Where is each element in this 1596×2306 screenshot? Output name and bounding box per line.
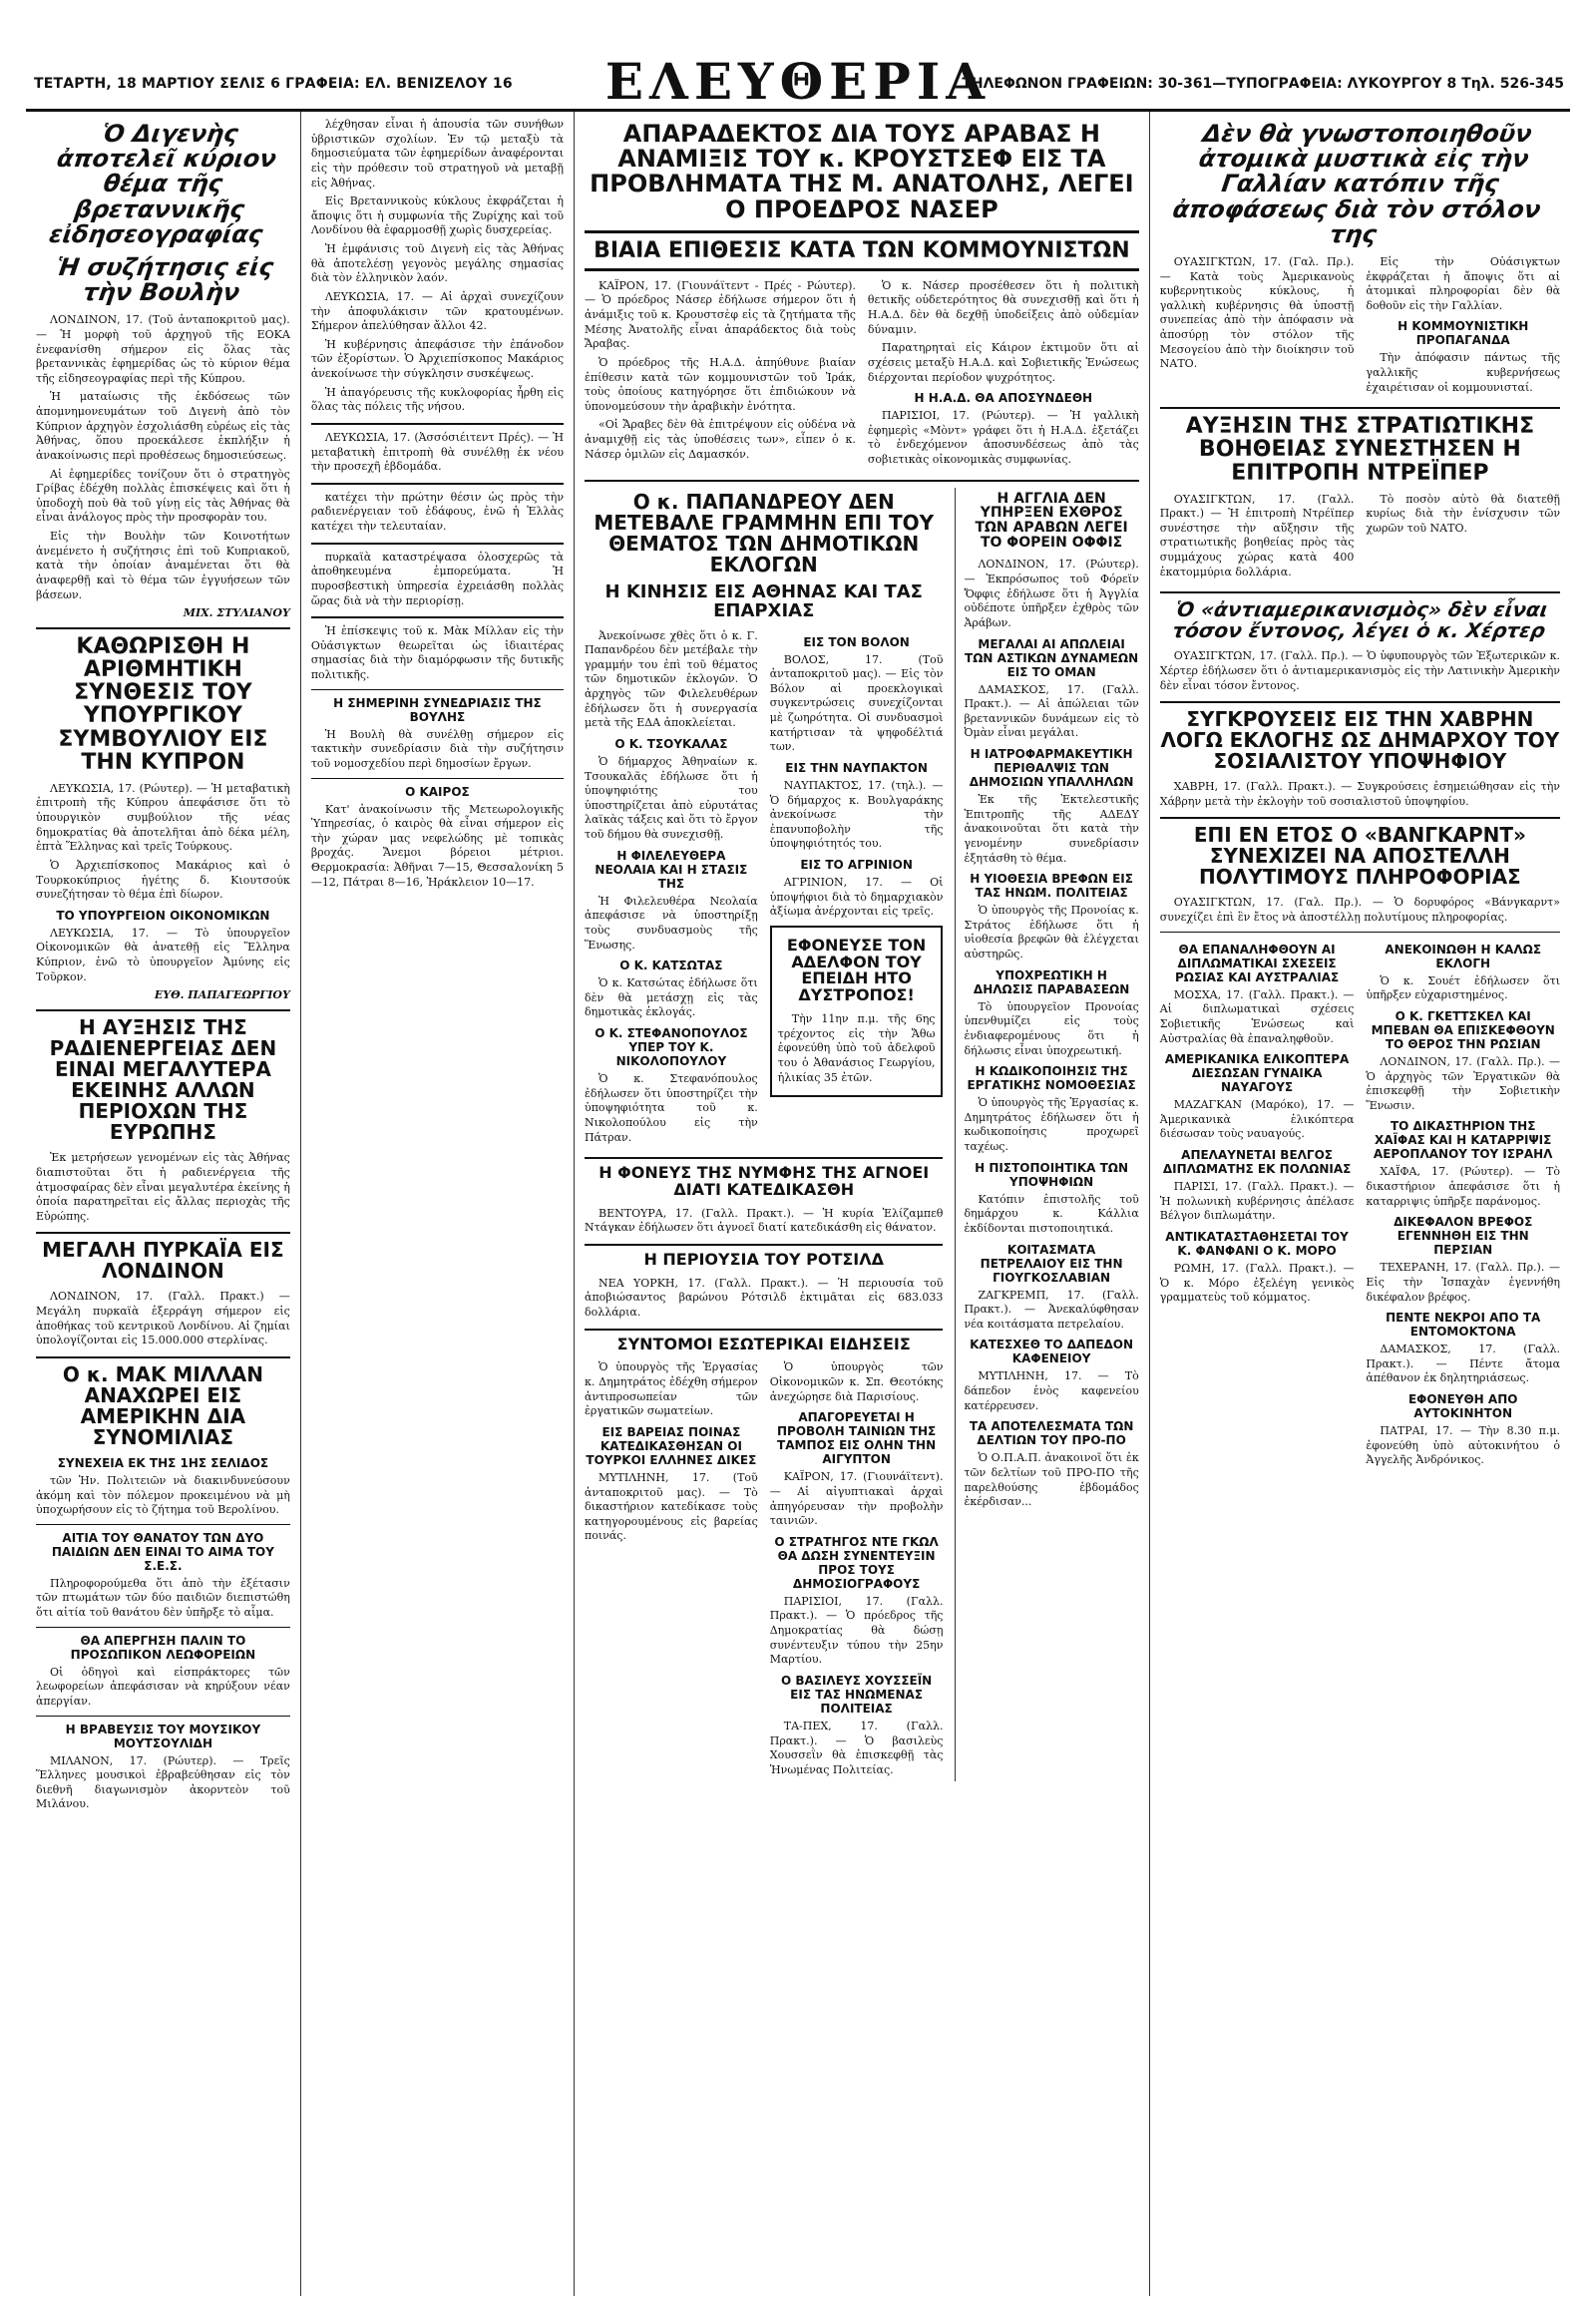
subheading: ΕΙΣ ΤΗΝ ΝΑΥΠΑΚΤΟΝ — [785, 760, 928, 775]
subheading: ΤΟ ΥΠΟΥΡΓΕΙΟΝ ΟΙΚΟΝΟΜΙΚΩΝ — [56, 908, 270, 923]
text-column — [1366, 255, 1560, 399]
article-paragraph: Ὁ κ. Νάσερ προσέθεσεν ὅτι ἡ πολιτικὴ θετικῆς οὐδετερότητος θὰ συνεχισθῇ καὶ ὅτι ἡ Η.Α.Δ. δὲν θὰ δεχθῇ ὑποδείξεις ἀπὸ οὐδεμίαν δύναμιν. — [867, 278, 1139, 336]
divider — [1160, 407, 1560, 409]
subheading: ΚΟΙΤΑΣΜΑΤΑ ΠΕΤΡΕΛΑΙΟΥ ΕΙΣ ΤΗΝ ΓΙΟΥΓΚΟΣΛΑΒΙΑΝ — [980, 1242, 1123, 1285]
subheading: Ο ΒΑΣΙΛΕΥΣ ΧΟΥΣΣΕΪΝ ΕΙΣ ΤΑΣ ΗΝΩΜΕΝΑΣ ΠΟΛΙΤΕΙΑΣ — [780, 1673, 933, 1716]
article-paragraph: Ἡ ἐμφάνισις τοῦ Διγενὴ εἰς τὰς Ἀθήνας θὰ ἀποτελέσῃ γεγονὸς μεγάλης σημασίας διὰ τὸν ἑλληνικὸν λαόν. — [310, 242, 565, 285]
headline-bride-murder: Η ΦΟΝΕΥΣ ΤΗΣ ΝΥΜΦΗΣ ΤΗΣ ΑΓΝΟΕΙ ΔΙΑΤΙ ΚΑΤΕΔΙΚΑΣΘΗ — [598, 1163, 930, 1199]
headline-macmillan: Ο κ. ΜΑΚ ΜΙΛΛΑΝ ΑΝΑΧΩΡΕΙ ΕΙΣ ΑΜΕΡΙΚΗΝ ΔΙΑ ΣΥΝΟΜΙΛΙΑΣ — [62, 1361, 263, 1449]
two-column-text — [585, 629, 943, 1150]
article-paragraph: ΠΑΡΙΣΙΟΙ, 17. (Ρώυτερ). — Ἡ γαλλικὴ ἐφημερὶς «Μὸντ» γράφει ὅτι ἡ Η.Α.Δ. ἐξετάζει τὸ ἐνδεχόμενον ἀποσυνδέσεως ἀπὸ τὰς σοβιετικὰς οἰκονομικὰς συμφωνίας. — [867, 409, 1139, 467]
text-column — [1366, 937, 1560, 1472]
two-column-text — [1160, 493, 1560, 584]
byline: ΕΥΘ. ΠΑΠΑΓΕΩΡΓΙΟΥ — [154, 988, 290, 1002]
article-paragraph: ΒΟΛΟΣ, 17. (Τοῦ ἀνταποκριτοῦ μας). — Εἰς τὸν Βόλον αἱ προεκλογικαὶ συγκεντρώσεις συνεχίζονται μὲ ζωηρότητα. Οἱ συνδυασμοὶ κατήρτισαν τὰ ψηφοδέλτιά των. — [769, 652, 944, 754]
two-column-text — [585, 1360, 943, 1781]
subheading: Ο Κ. ΚΑΤΣΩΤΑΣ — [619, 959, 723, 973]
subheading: ΚΑΤΕΣΧΕΘ ΤΟ ΔΑΠΕΔΟΝ ΚΑΦΕΝΕΙΟΥ — [970, 1338, 1134, 1366]
subheading: ΜΕΓΑΛΑΙ ΑΙ ΑΠΩΛΕΙΑΙ ΤΩΝ ΑΣΤΙΚΩΝ ΔΥΝΑΜΕΩΝ ΕΙΣ ΤΟ ΟΜΑΝ — [965, 636, 1139, 679]
subheading: ΑΜΕΡΙΚΑΝΙΚΑ ΕΛΙΚΟΠΤΕΡΑ ΔΙΕΣΩΣΑΝ ΓΥΝΑΙΚΑ ΝΑΥΑΓΟΥΣ — [1164, 1052, 1350, 1095]
article-paragraph: ΜΙΛΑΝΟΝ, 17. (Ρώυτερ). — Τρεῖς Ἕλληνες μουσικοὶ ἐβραβεύθησαν εἰς τὸν διεθνῆ διαγωνισμὸν ἀκορντεὸν τοῦ Μιλάνου. — [36, 1753, 290, 1811]
article-paragraph: ΜΥΤΙΛΗΝΗ, 17. (Τοῦ ἀνταποκριτοῦ μας). — Τὸ δικαστήριον κατεδίκασε τοὺς κατηγορουμένους εἰς βαρείας ποινάς. — [585, 1470, 758, 1543]
article-paragraph: ΟΥΑΣΙΓΚΤΩΝ, 17. (Γαλλ. Πρ.). — Ὁ ὑφυπουργὸς τῶν Ἐξωτερικῶν κ. Χέρτερ ἐδήλωσεν ὅτι ὁ ἀντιαμερικανισμὸς εἰς τὴν Λατινικὴν Ἀμερικὴν δὲν εἶναι τόσον ἔντονος. — [1159, 649, 1560, 692]
headline-radioactivity: Η ΑΥΞΗΣΙΣ ΤΗΣ ΡΑΔΙΕΝΕΡΓΕΙΑΣ ΔΕΝ ΕΙΝΑΙ ΜΕΓΑΛΥΤΕΡΑ ΕΚΕΙΝΗΣ ΑΛΛΩΝ ΠΕΡΙΟΧΩΝ ΤΗΣ ΕΥΡΩΠΗΣ — [49, 1015, 277, 1145]
headline-england-arabs: Η ΑΓΓΛΙΑ ΔΕΝ ΥΠΗΡΞΕΝ ΕΧΘΡΟΣ ΤΩΝ ΑΡΑΒΩΝ ΛΕΓΕΙ ΤΟ ΦΟΡΕΙΝ ΟΦΦΙΣ — [975, 490, 1128, 551]
article-paragraph: Τὸ ὑπουργεῖον Προνοίας ὑπενθυμίζει εἰς τοὺς ἐνδιαφερομένους ὅτι ἡ δήλωσις εἶναι ὑποχρεωτική. — [964, 999, 1139, 1057]
divider — [311, 423, 564, 425]
divider — [311, 543, 564, 545]
headline-havre: ΣΥΓΚΡΟΥΣΕΙΣ ΕΙΣ ΤΗΝ ΧΑΒΡΗΝ ΛΟΓΩ ΕΚΛΟΓΗΣ ΩΣ ΔΗΜΑΡΧΟΥ ΤΟΥ ΣΟΣΙΑΛΙΣΤΟΥ ΥΠΟΨΗΦΙΟΥ — [1160, 707, 1560, 774]
article-paragraph: ΧΑΒΡΗ, 17. (Γαλλ. Πρακτ.). — Συγκρούσεις ἐσημειώθησαν εἰς τὴν Χάβρην μετὰ τὴν ἐκλογὴν τοῦ σοσιαλιστοῦ ὑποψηφίου. — [1159, 780, 1560, 808]
divider — [585, 1157, 943, 1159]
article-paragraph: Ὁ ὑπουργὸς τῆς Ἐργασίας κ. Δημητράτος ἐδέχθη σήμερον ἀντιπροσωπείαν τῶν ἐργατικῶν σωματείων. — [585, 1360, 758, 1418]
article-paragraph: ΒΕΝΤΟΥΡΑ, 17. (Γαλλ. Πρακτ.). — Ἡ κυρία Ἐλίζαμπεθ Ντάγκαν ἐδήλωσεν ὅτι ἀγνοεῖ διατί κατεδικάσθη εἰς θάνατον. — [585, 1206, 944, 1235]
divider — [311, 778, 564, 779]
subheading: Η ΠΙΣΤΟΠΟΙΗΤΙΚΑ ΤΩΝ ΥΠΟΨΗΦΙΩΝ — [975, 1160, 1129, 1189]
weather-paragraph: Κατ' ἀνακοίνωσιν τῆς Μετεωρολογικῆς Ὑπηρεσίας, ὁ καιρὸς θὰ εἶναι σήμερον εἰς τὴν χώραν μας νεφελώδης μὲ τοπικὰς βροχάς. Ἄνεμοι βόρειοι μέτριοι. Θερμοκρασία: Ἀθῆναι 7—15, Θεσσαλονίκη 5—12, Πάτραι 8—16, Ἡράκλειον 10—17. — [310, 802, 565, 889]
article-paragraph: Τὴν 11ην π.μ. τῆς 6ης τρέχοντος εἰς τὴν Ἄθω ἐφονεύθη ὑπὸ τοῦ ἀδελφοῦ του ὁ Ἀθανάσιος Γεωργίου, ἡλικίας 35 ἐτῶν. — [777, 1012, 936, 1084]
article-paragraph: ΛΕΥΚΩΣΙΑ, 17. — Τὸ ὑπουργεῖον Οἰκονομικῶν θὰ ἀνατεθῇ εἰς Ἕλληνα Κύπριον, ἐνῶ τὸ ὑπουργεῖον Ἀμύνης εἰς Τοῦρκον. — [36, 926, 290, 983]
article-paragraph: ΠΑΡΙΣΙ, 17. (Γαλλ. Πρακτ.). — Ἡ πολωνικὴ κυβέρνησις ἀπέλασε Βέλγον διπλωμάτην. — [1159, 1180, 1355, 1223]
divider — [36, 1232, 290, 1234]
article-paragraph: ΜΥΤΙΛΗΝΗ, 17. — Τὸ δάπεδον ἑνὸς καφενείου κατέρρευσεν. — [964, 1369, 1139, 1412]
column-1 — [26, 112, 301, 2296]
article-paragraph: ΟΥΑΣΙΓΚΤΩΝ, 17. (Γαλλ. Πρακτ.) — Ἡ ἐπιτροπὴ Ντρέϊπερ συνέστησε τὴν αὔξησιν τῆς στρατιωτικῆς βοηθείας πρὸς τὰς συμμάχους χώρας κατὰ 400 ἑκατομμύρια δολλάρια. — [1159, 492, 1355, 578]
article-paragraph: Ἐκ τῆς Ἐκτελεστικῆς Ἐπιτροπῆς τῆς ΑΔΕΔΥ ἀνακοινοῦται ὅτι κατὰ τὴν γενομένην συνεδρίασιν ἐξητάσθη τὸ θέμα. — [964, 793, 1139, 865]
article-paragraph: κατέχει τὴν πρώτην θέσιν ὡς πρὸς τὴν ραδιενέργειαν τοῦ ἐδάφους, ἐνῶ ἡ Ἑλλὰς κατέχει τὴν τελευταίαν. — [310, 490, 565, 533]
column-2 — [301, 112, 575, 2296]
article-paragraph: Ὁ ὑπουργὸς τῆς Προνοίας κ. Στράτος ἐδήλωσε ὅτι ἡ υἱοθεσία βρεφῶν θὰ ἐλέγχεται αὐστηρῶς. — [964, 904, 1139, 961]
article-paragraph: ΜΑΖΑΓΚΑΝ (Μαρόκο), 17. — Ἀμερικανικὰ ἑλικόπτερα διέσωσαν τοὺς ναυαγούς. — [1159, 1098, 1355, 1141]
article-paragraph: ΔΑΜΑΣΚΟΣ, 17. (Γαλλ. Πρακτ.). — Πέντε ἄτομα ἀπέθανον ἐκ δηλητηριάσεως. — [1366, 1343, 1561, 1385]
subheadline-athens-provinces: Η ΚΙΝΗΣΙΣ ΕΙΣ ΑΘΗΝΑΣ ΚΑΙ ΤΑΣ ΕΠΑΡΧΙΑΣ — [604, 580, 923, 621]
divider — [585, 1329, 943, 1331]
article-paragraph: ΝΕΑ ΥΟΡΚΗ, 17. (Γαλλ. Πρακτ.). — Ἡ περιουσία τοῦ ἀποβιώσαντος βαρώνου Ρότσιλδ ἐκτιμᾶται εἰς 683.033 δολλάρια. — [585, 1276, 944, 1320]
divider — [36, 1627, 290, 1628]
article-paragraph: Ἡ ἐπίσκεψις τοῦ κ. Μὰκ Μίλλαν εἰς τὴν Οὐάσιγκτων θεωρεῖται ὡς ἰδιαιτέρας σημασίας διὰ τὴν διαμόρφωσιν τῆς δυτικῆς πολιτικῆς. — [310, 624, 565, 681]
subheading: Ο ΚΑΙΡΟΣ — [405, 784, 470, 799]
divider — [1160, 817, 1560, 819]
article-paragraph: Τὴν ἀπόφασιν πάντως τῆς γαλλικῆς κυβερνήσεως ἐχαιρέτισαν οἱ κομμουνισταί. — [1366, 351, 1561, 394]
subheading: ΑΝΕΚΟΙΝΩΘΗ Η ΚΑΛΩΣ ΕΚΛΟΓΗ — [1385, 942, 1542, 970]
headline-vanguard: ΕΠΙ ΕΝ ΕΤΟΣ Ο «ΒΑΝΓΚΑΡΝΤ» ΣΥΝΕΧΙΖΕΙ ΝΑ ΑΠΟΣΤΕΛΛΗ ΠΟΛΥΤΙΜΟΥΣ ΠΛΗΡΟΦΟΡΙΑΣ — [1193, 823, 1526, 890]
headline-digenis: Ὁ Διγενὴς ἀποτελεῖ κύριον θέμα τῆς βρεταννικῆς εἰδησεογραφίας — [47, 120, 278, 248]
article-paragraph: ΛΕΥΚΩΣΙΑ, 17. (Ἀσσόσιέιτεντ Πρές). — Ἡ μεταβατικὴ ἐπιτροπὴ θὰ συνέλθῃ ἐκ νέου τὴν προσεχῆ ἑβδομάδα. — [310, 430, 565, 474]
article-paragraph: Εἰς Βρεταννικοὺς κύκλους ἐκφράζεται ἡ ἄποψις ὅτι ἡ συμφωνία τῆς Ζυρίχης καὶ τοῦ Λονδίνου θὰ ἐφαρμοσθῇ χωρὶς δυσχερείας. — [310, 194, 565, 237]
text-column — [770, 1360, 944, 1781]
headline-cyprus-cabinet: ΚΑΘΩΡΙΣΘΗ Η ΑΡΙΘΜΗΤΙΚΗ ΣΥΝΘΕΣΙΣ ΤΟΥ ΥΠΟΥΡΓΙΚΟΥ ΣΥΜΒΟΥΛΙΟΥ ΕΙΣ ΤΗΝ ΚΥΠΡΟΝ — [58, 634, 268, 775]
subheading: Η ΦΙΛΕΛΕΥΘΕΡΑ ΝΕΟΛΑΙΑ ΚΑΙ Η ΣΤΑΣΙΣ ΤΗΣ — [595, 848, 748, 891]
article-paragraph: ΛΟΝΔΙΝΟΝ, 17. (Ρώυτερ). — Ἐκπρόσωπος τοῦ Φόρεϊν Ὄφφις ἐδήλωσε ὅτι ἡ Ἀγγλία οὐδέποτε ὑπῆρξεν ἐχθρὸς τῶν Ἀράβων. — [964, 558, 1139, 629]
article-paragraph: ΔΑΜΑΣΚΟΣ, 17. (Γαλλ. Πρακτ.). — Αἱ ἀπώλειαι τῶν βρεταννικῶν δυνάμεων εἰς τὸ Ὀμὰν εἶναι μεγάλαι. — [964, 682, 1139, 740]
masthead-phone-line: ΤΗΛΕΦΩΝΟΝ ΓΡΑΦΕΙΩΝ: 30-361—ΤΥΠΟΓΡΑΦΕΙΑ: ΛΥΚΟΥΡΓΟΥ 8 Τηλ. 526-345 — [962, 76, 1564, 92]
article-paragraph: πυρκαϊὰ καταστρέψασα ὁλοσχερῶς τὰ ἀποθηκευμένα ἐμπορεύματα. Ἡ πυροσβεστικὴ ὑπηρεσία ἐχρειάσθη πολλὰς ὥρας διὰ νὰ τὴν περιορίσῃ. — [310, 550, 565, 607]
subheading: ΤΑ ΑΠΟΤΕΛΕΣΜΑΤΑ ΤΩΝ ΔΕΛΤΙΩΝ ΤΟΥ ΠΡΟ-ΠΟ — [969, 1419, 1134, 1448]
subheading: ΑΠΑΓΟΡΕΥΕΤΑΙ Η ΠΡΟΒΟΛΗ ΤΑΙΝΙΩΝ ΤΗΣ ΤΑΜΠΟΣ ΕΙΣ ΟΛΗΝ ΤΗΝ ΑΙΓΥΠΤΟΝ — [777, 1410, 937, 1467]
headline-london-fire: ΜΕΓΑΛΗ ΠΥΡΚΑΪΑ ΕΙΣ ΛΟΝΔΙΝΟΝ — [42, 1238, 284, 1284]
article-paragraph: ΚΑΪΡΟΝ, 17. (Γιουνάϊτεντ). — Αἱ αἰγυπτιακαὶ ἀρχαὶ ἀπηγόρευσαν τὴν προβολὴν ταινιῶν. — [769, 1470, 944, 1528]
article-paragraph: ΛΟΝΔΙΝΟΝ, 17. (Τοῦ ἀνταποκριτοῦ μας). — Ἡ μορφὴ τοῦ ἀρχηγοῦ τῆς ΕΟΚΑ ἐνεφανίσθη σήμερον εἰς ὅλας τὰς βρεταννικὰς ἐφημερίδας ὡς τὸ κύριον θέμα τῆς εἰδησεογραφίας περὶ τῆς Κύπρου. — [36, 313, 290, 385]
center-block — [575, 112, 1150, 2296]
divider — [311, 689, 564, 690]
article-paragraph: Πληροφορούμεθα ὅτι ἀπὸ τὴν ἐξέτασιν τῶν πτωμάτων τῶν δύο παιδιῶν διεπιστώθη ὅτι αἰτία τοῦ θανάτου δὲν ὑπῆρξε τὸ αἷμα. — [36, 1576, 290, 1619]
text-column — [1160, 937, 1355, 1472]
article-paragraph: Ὁ δήμαρχος Ἀθηναίων κ. Τσουκαλᾶς ἐδήλωσε ὅτι ἡ ὑποψηφιότης του ὑποστηρίζεται ἀπὸ εὐρυτάτας λαϊκὰς τάξεις καὶ ὅτι τὸ ἔργον τοῦ δήμου θὰ συνεχισθῇ. — [585, 754, 758, 841]
article-paragraph: Ὁ κ. Κατσώτας ἐδήλωσε ὅτι δὲν θὰ μετάσχῃ εἰς τὰς δημοτικὰς ἐκλογάς. — [585, 976, 758, 1019]
text-column — [585, 279, 856, 472]
article-paragraph: Τὸ ποσὸν αὐτὸ θὰ διατεθῇ κυρίως διὰ τὴν ἐνίσχυσιν τῶν χωρῶν τοῦ ΝΑΤΟ. — [1366, 492, 1561, 535]
subheading: ΕΦΟΝΕΥΘΗ ΑΠΟ ΑΥΤΟΚΙΝΗΤΟΝ — [1407, 1392, 1518, 1421]
article-paragraph: Ὁ κ. Σουέτ ἐδήλωσεν ὅτι ὑπῆρξεν εὐχαριστημένος. — [1366, 973, 1561, 1002]
article-paragraph: ΠΑΤΡΑΙ, 17. — Τὴν 8.30 π.μ. ἐφονεύθη ὑπὸ αὐτοκινήτου ὁ Ἀγγελῆς Ἀνδρόνικος. — [1366, 1424, 1561, 1467]
masthead — [26, 12, 1570, 112]
subheading: Ο Κ. ΓΚΕΤΤΣΚΕΛ ΚΑΙ ΜΠΕΒΑΝ ΘΑ ΕΠΙΣΚΕΦΘΟΥΝ ΤΟ ΘΕΡΟΣ ΤΗΝ ΡΩΣΙΑΝ — [1371, 1008, 1555, 1051]
divider — [585, 480, 1139, 482]
article-paragraph: ΤΕΧΕΡΑΝΗ, 17. (Γαλλ. Πρ.). — Εἰς τὴν Ἰσπαχὰν ἐγεννήθη δικέφαλον βρέφος. — [1366, 1261, 1561, 1304]
two-column-text — [585, 279, 1139, 472]
divider — [311, 483, 564, 485]
subheading: Η ΥΙΟΘΕΣΙΑ ΒΡΕΦΩΝ ΕΙΣ ΤΑΣ ΗΝΩΜ. ΠΟΛΙΤΕΙΑΣ — [970, 872, 1133, 901]
subheading: ΕΙΣ ΤΟ ΑΓΡΙΝΙΟΝ — [800, 858, 913, 872]
article-paragraph: ΚΑΪΡΟΝ, 17. (Γιουνάϊτεντ - Πρές - Ρώυτερ). — Ὁ πρόεδρος Νάσερ ἐδήλωσε σήμερον ὅτι ἡ ἀνάμιξις τοῦ κ. Κρουστσὲφ εἰς τὰ ζητήματα τῆς Μέσης Ἀνατολῆς εἶναι ἀπαράδεκτος διὰ τοὺς Ἄραβας. — [585, 278, 856, 351]
divider — [311, 616, 564, 618]
headline-atomic-secrets: Δὲν θὰ γνωστοποιηθοῦν ἀτομικὰ μυστικὰ εἰς τὴν Γαλλίαν κατόπιν τῆς ἀποφάσεως διὰ τὸν στόλον της — [1170, 120, 1543, 248]
subheadline-communists: ΒΙΑΙΑ ΕΠΙΘΕΣΙΣ ΚΑΤΑ ΤΩΝ ΚΟΜΜΟΥΝΙΣΤΩΝ — [585, 230, 1139, 271]
article-paragraph: Κατόπιν ἐπιστολῆς τοῦ δημάρχου κ. Κάλλια ἐκδίδονται πιστοποιητικά. — [964, 1192, 1139, 1235]
text-column — [770, 629, 944, 1150]
article-paragraph: ΝΑΥΠΑΚΤΟΣ, 17. (τηλ.). — Ὁ δήμαρχος κ. Βουλγαράκης ἀνεκοίνωσε τὴν ἐπανυποβολὴν τῆς ὑποψηφιότητός του. — [769, 778, 944, 851]
article-paragraph: Εἰς τὴν Οὐάσιγκτων ἐκφράζεται ἡ ἄποψις ὅτι αἱ ἀτομικαὶ πληροφορίαι δὲν θὰ δοθοῦν εἰς τὴν Γαλλίαν. — [1366, 254, 1561, 312]
article-paragraph: Ὁ Ο.Π.Α.Π. ἀνακοινοῖ ὅτι ἐκ τῶν δελτίων τοῦ ΠΡΟ-ΠΟ τῆς παρελθούσης ἑβδομάδος ἐκέρδισαν... — [964, 1451, 1139, 1509]
article-paragraph: τῶν Ἡν. Πολιτειῶν νὰ διακινδυνεύσουν ἀκόμη καὶ τὸν πόλεμον προκειμένου νὰ μὴ ὑποχωρήσουν εἰς τὸ ζήτημα τοῦ Βερολίνου. — [36, 1473, 290, 1517]
article-paragraph: ΤΑ-ΠΕΧ, 17. (Γαλλ. Πρακτ.). — Ὁ βασιλεὺς Χουσσεῒν θὰ ἐπισκεφθῇ τὰς Ἡνωμένας Πολιτείας. — [769, 1719, 944, 1776]
subheading: ΑΠΕΛΑΥΝΕΤΑΙ ΒΕΛΓΟΣ ΔΙΠΛΩΜΑΤΗΣ ΕΚ ΠΟΛΩΝΙΑΣ — [1162, 1148, 1352, 1177]
article-paragraph: ΛΟΝΔΙΝΟΝ, 17. (Γαλλ. Πρακτ.) — Μεγάλη πυρκαϊὰ ἐξερράγη σήμερον εἰς ἀποθήκας τοῦ κεντρικοῦ Λονδίνου. Αἱ ζημίαι ὑπολογίζονται εἰς 15.000.000 στερλίνας. — [36, 1290, 290, 1347]
text-column — [585, 629, 758, 1150]
article-paragraph: Ἡ κυβέρνησις ἀπεφάσισε τὴν ἐπάνοδον τῶν ἐξορίστων. Ὁ Ἀρχιεπίσκοπος Μακάριος ἀνεκοίνωσε τὴν σύγκλησιν συσκέψεως. — [310, 337, 565, 380]
article-paragraph: ΠΑΡΙΣΙΟΙ, 17. (Γαλλ. Πρακτ.). — Ὁ πρόεδρος τῆς Δημοκρατίας θὰ δώσῃ συνέντευξιν τύπου τὴν 25ην Μαρτίου. — [769, 1594, 944, 1667]
divider — [1160, 932, 1560, 933]
article-paragraph: Οἱ ὁδηγοὶ καὶ εἰσπράκτορες τῶν λεωφορείων ἀπεφάσισαν νὰ κηρύξουν νέαν ἀπεργίαν. — [36, 1665, 290, 1708]
headline-papandreou: Ο κ. ΠΑΠΑΝΔΡΕΟΥ ΔΕΝ ΜΕΤΕΒΑΛΕ ΓΡΑΜΜΗΝ ΕΠΙ ΤΟΥ ΘΕΜΑΤΟΣ ΤΩΝ ΔΗΜΟΤΙΚΩΝ ΕΚΛΟΓΩΝ — [594, 489, 935, 576]
subheading: ΘΑ ΕΠΑΝΑΛΗΦΘΟΥΝ ΑΙ ΔΙΠΛΩΜΑΤΙΚΑΙ ΣΧΕΣΕΙΣ ΡΩΣΙΑΣ ΚΑΙ ΑΥΣΤΡΑΛΙΑΣ — [1174, 942, 1340, 984]
divider — [36, 1716, 290, 1717]
subheading: ΥΠΟΧΡΕΩΤΙΚΗ Η ΔΗΛΩΣΙΣ ΠΑΡΑΒΑΣΕΩΝ — [973, 967, 1130, 996]
article-paragraph: ΜΟΣΧΑ, 17. (Γαλλ. Πρακτ.). — Αἱ διπλωματικαὶ σχέσεις Σοβιετικῆς Ἑνώσεως καὶ Αὐστραλίας θὰ ἐπαναληφθοῦν. — [1159, 987, 1355, 1045]
headline-fratricide: ΕΦΟΝΕΥΣΕ ΤΟΝ ΑΔΕΛΦΟΝ ΤΟΥ ΕΠΕΙΔΗ ΗΤΟ ΔΥΣΤΡΟΠΟΣ! — [786, 935, 927, 1005]
article-paragraph: ΧΑΪΦΑ, 17. (Ρώυτερ). — Τὸ δικαστήριον ἀπεφάσισε ὅτι ἡ καταρριψις ὑπῆρξε παράνομος. — [1366, 1165, 1561, 1208]
subheading: Η ΣΗΜΕΡΙΝΗ ΣΥΝΕΔΡΙΑΣΙΣ ΤΗΣ ΒΟΥΛΗΣ — [333, 695, 542, 724]
headline-herter: Ὁ «ἀντιαμερικανισμὸς» δὲν εἶναι τόσον ἔντονος, λέγει ὁ κ. Χέρτερ — [1170, 597, 1550, 643]
two-column-text — [1160, 255, 1560, 399]
two-column-text — [1160, 937, 1560, 1472]
headline-short-news: ΣΥΝΤΟΜΟΙ ΕΣΩΤΕΡΙΚΑΙ ΕΙΔΗΣΕΙΣ — [616, 1334, 911, 1353]
subheading: ΕΙΣ ΒΑΡΕΙΑΣ ΠΟΙΝΑΣ ΚΑΤΕΔΙΚΑΣΘΗΣΑΝ ΟΙ ΤΟΥΡΚΟΙ ΕΛΛΗΝΕΣ ΔΙΚΕΣ — [586, 1424, 757, 1467]
article-paragraph: Ὁ Ἀρχιεπίσκοπος Μακάριος καὶ ὁ Τουρκοκύπριος ἡγέτης δ. Κιουτσούκ συνεζήτησαν τὸ θέμα ἐπὶ δίωρον. — [36, 858, 290, 902]
text-column — [868, 279, 1139, 472]
headline-rothschild: Η ΠΕΡΙΟΥΣΙΑ ΤΟΥ ΡΟΤΣΙΛΔ — [643, 1249, 884, 1269]
divider — [36, 1524, 290, 1525]
article-paragraph: ΛΕΥΚΩΣΙΑ, 17. (Ρώυτερ). — Ἡ μεταβατικὴ ἐπιτροπὴ τῆς Κύπρου ἀπεφάσισε ὅτι τὸ ὑπουργικὸν συμβούλιον τῆς νέας δημοκρατίας θὰ ἀποτελῆται ἀπὸ δέκα μέλη, ἐπτὰ Ἕλληνας καὶ τρεῖς Τούρκους. — [36, 781, 290, 854]
divider — [36, 1009, 290, 1011]
subheading: Η ΚΟΜΜΟΥΝΙΣΤΙΚΗ ΠΡΟΠΑΓΑΝΔΑ — [1397, 319, 1529, 348]
headline-military-aid: ΑΥΞΗΣΙΝ ΤΗΣ ΣΤΡΑΤΙΩΤΙΚΗΣ ΒΟΗΘΕΙΑΣ ΣΥΝΕΣΤΗΣΕΝ Η ΕΠΙΤΡΟΠΗ ΝΤΡΕΪΠΕΡ — [1185, 414, 1535, 486]
boxed-article — [770, 926, 944, 1097]
lower-split — [585, 488, 1139, 1782]
subheading: Η ΒΡΑΒΕΥΣΙΣ ΤΟΥ ΜΟΥΣΙΚΟΥ ΜΟΥΤΣΟΥΛΙΔΗ — [65, 1722, 261, 1750]
article-paragraph: ΖΑΓΚΡΕΜΠ, 17. (Γαλλ. Πρακτ.). — Ἀνεκαλύφθησαν νέα κοιτάσματα πετρελαίου. — [964, 1288, 1139, 1331]
article-paragraph: «Οἱ Ἄραβες δὲν θὰ ἐπιτρέψουν εἰς οὐδένα νὰ ἀναμιχθῇ εἰς τὰς ὑποθέσεις των», εἶπεν ὁ κ. Νάσερ ὁμιλῶν εἰς Δαμασκόν. — [585, 418, 856, 461]
subheading: ΘΑ ΑΠΕΡΓΗΣΗ ΠΑΛΙΝ ΤΟ ΠΡΟΣΩΠΙΚΟΝ ΛΕΩΦΟΡΕΙΩΝ — [70, 1633, 256, 1662]
side-news-column — [955, 488, 1138, 1782]
article-paragraph: ΑΓΡΙΝΙΟΝ, 17. — Οἱ ὑποψήφιοι διὰ τὸ δημαρχιακὸν ἀξίωμα ἀνέρχονται εἰς τρεῖς. — [769, 876, 944, 919]
article-paragraph: ΡΩΜΗ, 17. (Γαλλ. Πρακτ.). — Ὁ κ. Μόρο ἐξελέγη γενικὸς γραμματεὺς τοῦ κόμματος. — [1159, 1261, 1355, 1305]
subheading: ΑΝΤΙΚΑΤΑΣΤΑΘΗΣΕΤΑΙ ΤΟΥ Κ. ΦΑΝΦΑΝΙ Ο Κ. ΜΟΡΟ — [1165, 1229, 1349, 1258]
subheading: ΕΙΣ ΤΟΝ ΒΟΛΟΝ — [803, 634, 910, 649]
subheadline-vouli: Ἡ συζήτησις εἰς τὴν Βουλὴν — [54, 252, 275, 307]
article-paragraph: Αἱ ἐφημερίδες τονίζουν ὅτι ὁ στρατηγὸς Γρίβας ἐδέχθη πολλὰς ἐπισκέψεις καὶ ὅτι ἡ ὑποδοχὴ ποὺ θὰ τοῦ γίνῃ εἰς τὰς Ἀθήνας θὰ εἶναι ἀνάλογος πρὸς τὴν προσφορὰν του. — [36, 467, 290, 525]
subheading: Η ΚΩΔΙΚΟΠΟΙΗΣΙΣ ΤΗΣ ΕΡΓΑΤΙΚΗΣ ΝΟΜΟΘΕΣΙΑΣ — [967, 1064, 1136, 1093]
headline-nasser: ΑΠΑΡΑΔΕΚΤΟΣ ΔΙΑ ΤΟΥΣ ΑΡΑΒΑΣ Η ΑΝΑΜΙΞΙΣ ΤΟΥ κ. ΚΡΟΥΣΤΣΕΦ ΕΙΣ ΤΑ ΠΡΟΒΛΗΜΑΤΑ ΤΗΣ Μ. ΑΝΑΤΟΛΗΣ, ΛΕΓΕΙ Ο ΠΡΟΕΔΡΟΣ ΝΑΣΕΡ — [590, 120, 1134, 223]
article-paragraph: Ἡ ἀπαγόρευσις τῆς κυκλοφορίας ἦρθη εἰς ὅλας τὰς πόλεις τῆς νήσου. — [310, 385, 565, 414]
text-column — [1366, 493, 1560, 584]
article-paragraph: Ὁ πρόεδρος τῆς Η.Α.Δ. ἀπηύθυνε βιαίαν ἐπίθεσιν κατὰ τῶν κομμουνιστῶν τοῦ Ἰράκ, τοὺς ὁποίους κατηγόρησε ὅτι ἐπιδιώκουν νὰ ὑπονομεύσουν τὴν ἀραβικὴν ἑνότητα. — [585, 355, 856, 413]
newspaper-title: ΕΛΕΥΘΕΡΙΑ — [604, 52, 992, 111]
text-column — [585, 1360, 758, 1781]
subheading: Ο ΣΤΡΑΤΗΓΟΣ ΝΤΕ ΓΚΩΛ ΘΑ ΔΩΣΗ ΣΥΝΕΝΤΕΥΞΙΝ ΠΡΟΣ ΤΟΥΣ ΔΗΜΟΣΙΟΓΡΑΦΟΥΣ — [774, 1534, 939, 1591]
article-paragraph: ΟΥΑΣΙΓΚΤΩΝ, 17. (Γαλ. Πρ.). — Ὁ δορυφόρος «Βάνγκαρντ» συνεχίζει ἐπὶ ἓν ἔτος νὰ ἀποστέλλῃ πολυτίμους πληροφορίας. — [1159, 896, 1560, 925]
column-5 — [1150, 112, 1570, 2296]
divider — [585, 1244, 943, 1246]
subheading: Η ΙΑΤΡΟΦΑΡΜΑΚΕΥΤΙΚΗ ΠΕΡΙΘΑΛΨΙΣ ΤΩΝ ΔΗΜΟΣΙΩΝ ΥΠΑΛΛΗΛΩΝ — [969, 747, 1134, 790]
divider — [36, 627, 290, 629]
article-paragraph: Ἀνεκοίνωσε χθὲς ὅτι ὁ κ. Γ. Παπανδρέου δὲν μετέβαλε τὴν γραμμήν του ἐπὶ τοῦ θέματος τῶν δημοτικῶν ἐκλογῶν. Ὁ ἀρχηγὸς τῶν Φιλελευθέρων ἐδήλωσεν ὅτι ἡ συνεργασία μετὰ τῆς ΕΔΑ ἀποκλείεται. — [585, 628, 758, 730]
article-paragraph: Ἐκ μετρήσεων γενομένων εἰς τὰς Ἀθήνας διαπιστοῦται ὅτι ἡ ραδιενέργεια τῆς ἀτμοσφαίρας δὲν εἶναι μεγαλυτέρα ἐκείνης ἡ ὁποία παρατηρεῖται εἰς ἄλλας περιοχὰς τῆς Εὐρώπης. — [36, 1151, 290, 1223]
subheading: ΑΙΤΙΑ ΤΟΥ ΘΑΝΑΤΟΥ ΤΩΝ ΔΥΟ ΠΑΙΔΙΩΝ ΔΕΝ ΕΙΝΑΙ ΤΟ ΑΙΜΑ ΤΟΥ Σ.Ε.Σ. — [51, 1530, 274, 1573]
subheading: ΔΙΚΕΦΑΛΟΝ ΒΡΕΦΟΣ ΕΓΕΝΝΗΘΗ ΕΙΣ ΤΗΝ ΠΕΡΣΙΑΝ — [1394, 1215, 1533, 1258]
article-paragraph: Εἰς τὴν Βουλὴν τῶν Κοινοτήτων ἀνεμένετο ἡ συζήτησις ἐπὶ τοῦ Κυπριακοῦ, κατὰ τὴν ὁποίαν ἀναμένεται ὅτι θὰ ἀναφερθῇ καὶ τὸ θέμα τῶν ἐγγυήσεων τῶν βάσεων. — [36, 530, 290, 601]
article-paragraph: ΟΥΑΣΙΓΚΤΩΝ, 17. (Γαλ. Πρ.). — Κατὰ τοὺς Ἀμερικανοὺς κυβερνητικοὺς κύκλους, ἡ γαλλικὴ κυβέρνησις θὰ ὑποστῇ συνεπείας ἀπὸ τὴν ἀπόφασιν νὰ ἀποσύρῃ τὸν στόλον τῆς Μεσογείου ἀπὸ τὴν διοίκησιν τοῦ ΝΑΤΟ. — [1159, 254, 1355, 371]
article-paragraph: Ἡ Φιλελευθέρα Νεολαία ἀπεφάσισε νὰ ὑποστηρίξῃ τοὺς συνδυασμοὺς τῆς Ἕνωσης. — [585, 894, 758, 952]
subheading: ΣΥΝΕΧΕΙΑ ΕΚ ΤΗΣ 1ΗΣ ΣΕΛΙΔΟΣ — [57, 1455, 269, 1470]
subheading: ΠΕΝΤΕ ΝΕΚΡΟΙ ΑΠΟ ΤΑ ΕΝΤΟΜΟΚΤΟΝΑ — [1386, 1311, 1541, 1340]
page-columns — [26, 112, 1570, 2296]
subheading: Η Η.Α.Δ. ΘΑ ΑΠΟΣΥΝΔΕΘΗ — [914, 391, 1093, 406]
text-column — [1160, 493, 1355, 584]
subheading: Ο Κ. ΤΣΟΥΚΑΛΑΣ — [614, 736, 728, 751]
article-paragraph: ΛΕΥΚΩΣΙΑ, 17. — Αἱ ἀρχαὶ συνεχίζουν τὴν ἀποφυλάκισιν τῶν κρατουμένων. Σήμερον ἀπελύθησαν ἄλλοι 42. — [310, 289, 565, 333]
byline: ΜΙΧ. ΣΤΥΛΙΑΝΟΥ — [183, 606, 290, 620]
article-paragraph: ΛΟΝΔΙΝΟΝ, 17. (Γαλλ. Πρ.). — Ὁ ἀρχηγὸς τῶν Ἐργατικῶν θὰ ἐπισκεφθῇ τὴν Σοβιετικὴν Ἕνωσιν. — [1366, 1054, 1561, 1112]
subheading: Ο Κ. ΣΤΕΦΑΝΟΠΟΥΛΟΣ ΥΠΕΡ ΤΟΥ Κ. ΝΙΚΟΛΟΠΟΥΛΟΥ — [595, 1026, 748, 1068]
article-paragraph: λέχθησαν εἶναι ἡ ἀπουσία τῶν συνήθων ὑβριστικῶν σχολίων. Ἐν τῷ μεταξὺ τὰ δημοσιεύματα τῶν ἐφημερίδων ἀναφέρονται εἰς τὴν πρόθεσιν τοῦ στρατηγοῦ νὰ μεταβῇ εἰς Ἀθήνας. — [310, 118, 565, 190]
article-paragraph: Ἡ Βουλὴ θὰ συνέλθῃ σήμερον εἰς τακτικὴν συνεδρίασιν διὰ τὴν συζήτησιν τοῦ νομοσχεδίου περὶ δημοσίων ἔργων. — [310, 727, 565, 770]
masthead-date-line: ΤΕΤΑΡΤΗ, 18 ΜΑΡΤΙΟΥ ΣΕΛΙΣ 6 ΓΡΑΦΕΙΑ: ΕΛ. ΒΕΝΙΖΕΛΟΥ 16 — [34, 76, 513, 92]
subheading: ΤΟ ΔΙΚΑΣΤΗΡΙΟΝ ΤΗΣ ΧΑΪΦΑΣ ΚΑΙ Η ΚΑΤΑΡΡΙΨΙΣ ΑΕΡΟΠΛΑΝΟΥ ΤΟΥ ΙΣΡΑΗΛ — [1373, 1119, 1553, 1162]
article-paragraph: Ὁ ὑπουργὸς τῶν Οἰκονομικῶν κ. Σπ. Θεοτόκης ἀνεχώρησε διὰ Παρισίους. — [769, 1360, 944, 1403]
divider — [36, 1356, 290, 1358]
article-paragraph: Ἡ ματαίωσις τῆς ἐκδόσεως τῶν ἀπομνημονευμάτων τοῦ Διγενὴ ἀπὸ τὸν Κύπριον ἀρχηγὸν ἐσχολιάσθη εὐρέως εἰς τὰς Ἀθήνας, ὅπου προεκάλεσε ἐκπλήξιν ἡ ἀνακοίνωσις περὶ προθέσεως δημοσιεύσεως. — [36, 390, 290, 462]
text-column — [1160, 255, 1355, 399]
divider — [1160, 591, 1560, 593]
elections-section — [585, 488, 943, 1782]
divider — [1160, 701, 1560, 703]
article-paragraph: Ὁ κ. Στεφανόπουλος ἐδήλωσεν ὅτι ὑποστηρίζει τὴν ὑποψηφιότητα τοῦ κ. Νικολοπούλου εἰς τὴν Πάτραν. — [585, 1072, 758, 1144]
article-paragraph: Παρατηρηταὶ εἰς Κάιρον ἐκτιμοῦν ὅτι αἱ σχέσεις μεταξὺ Η.Α.Δ. καὶ Σοβιετικῆς Ἑνώσεως διέρχονται περίοδον ψυχρότητος. — [867, 341, 1139, 384]
article-paragraph: Ὁ ὑπουργὸς τῆς Ἐργασίας κ. Δημητράτος ἐδήλωσεν ὅτι ἡ κωδικοποίησις προχωρεῖ ταχέως. — [964, 1096, 1139, 1154]
